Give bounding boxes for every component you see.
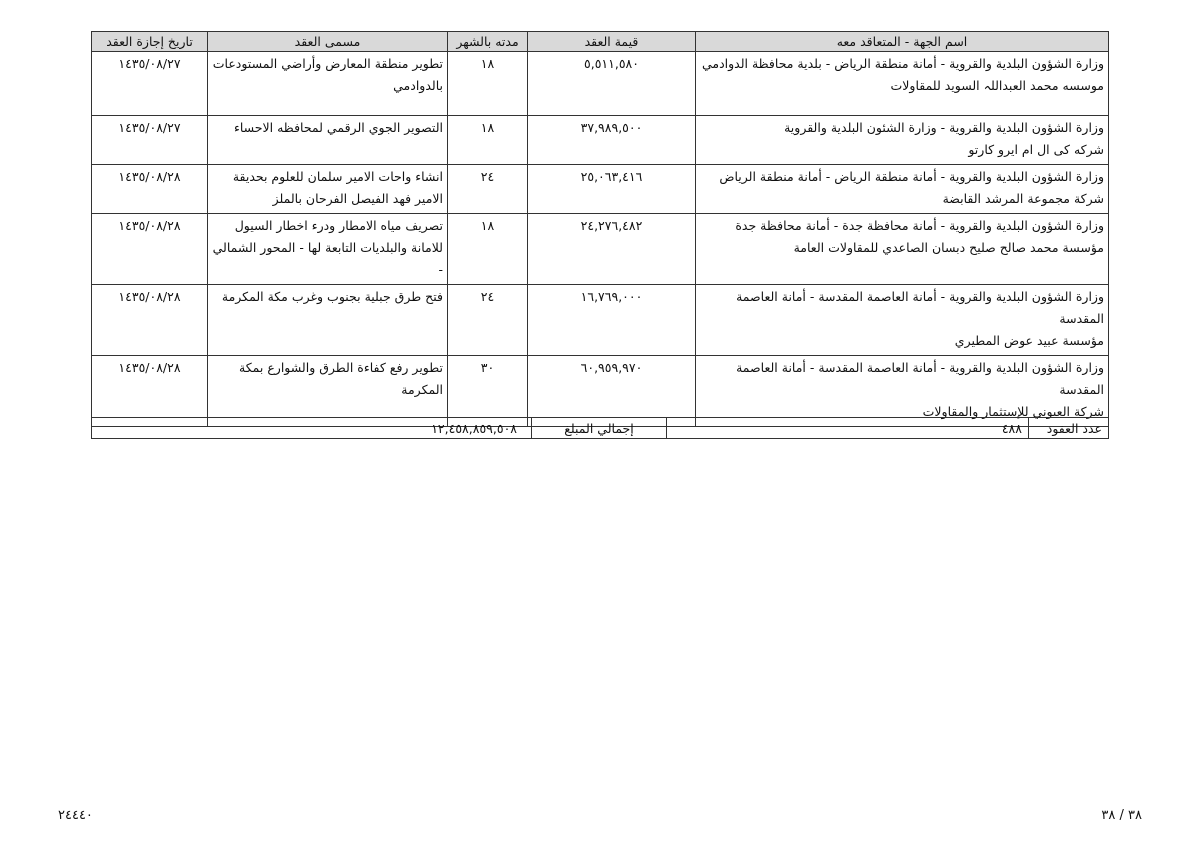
contract-value: ٦٠,٩٥٩,٩٧٠ <box>528 356 696 427</box>
contract-title: تصريف مياه الامطار ودرء اخطار السيول للامانة والبلديات التابعة لها - المحور الشمالي - <box>208 214 448 285</box>
party-entity: وزارة الشؤون البلدية والقروية - أمانة العاصمة المقدسة - أمانة العاصمة المقدسة <box>736 360 1104 397</box>
contract-duration: ١٨ <box>448 116 528 165</box>
table-row <box>92 52 1109 116</box>
header-title: مسمى العقد <box>208 32 448 52</box>
header-party: اسم الجهة - المتعاقد معه <box>696 32 1109 52</box>
party-contractor: مؤسسة عبيد عوض المطيري <box>954 333 1104 348</box>
contract-duration: ٣٠ <box>448 356 528 427</box>
contract-date: ١٤٣٥/٠٨/٢٨ <box>92 214 208 285</box>
party-cell <box>696 52 1109 116</box>
contract-value: ٥,٥١١,٥٨٠ <box>528 52 696 116</box>
party-entity: وزارة الشؤون البلدية والقروية - أمانة منطقة الرياض - أمانة منطقة الرياض <box>719 169 1104 184</box>
table-row <box>92 214 1109 285</box>
party-cell <box>696 116 1109 165</box>
contract-value: ١٦,٧٦٩,٠٠٠ <box>528 285 696 356</box>
party-cell <box>696 356 1109 427</box>
contract-value: ٣٧,٩٨٩,٥٠٠ <box>528 116 696 165</box>
table-row <box>92 116 1109 165</box>
contract-duration: ٢٤ <box>448 285 528 356</box>
header-duration: مدته بالشهر <box>448 32 528 52</box>
party-entity: وزارة الشؤون البلدية والقروية - أمانة العاصمة المقدسة - أمانة العاصمة المقدسة <box>736 289 1104 326</box>
contract-title: تطوير منطقة المعارض وأراضي المستودعات بالدوادمي <box>208 52 448 116</box>
contract-value: ٢٥,٠٦٣,٤١٦ <box>528 165 696 214</box>
party-contractor: موسسه محمد العبداللہ السويد للمقاولات <box>890 78 1104 93</box>
header-value: قيمة العقد <box>528 32 696 52</box>
contracts-sheet <box>91 31 1108 427</box>
contract-duration: ١٨ <box>448 214 528 285</box>
contract-count-value: ٤٨٨ <box>667 418 1029 439</box>
contract-duration: ٢٤ <box>448 165 528 214</box>
document-number: ٢٤٤٤٠ <box>58 808 93 823</box>
contract-date: ١٤٣٥/٠٨/٢٨ <box>92 285 208 356</box>
contracts-table <box>91 31 1109 427</box>
table-row <box>92 356 1109 427</box>
contract-date: ١٤٣٥/٠٨/٢٧ <box>92 52 208 116</box>
contract-title: انشاء واحات الامير سلمان للعلوم بحديقة الامير فهد الفيصل الفرحان بالملز <box>208 165 448 214</box>
party-entity: وزارة الشؤون البلدية والقروية - وزارة الشئون البلدية والقروية <box>784 120 1104 135</box>
contract-duration: ١٨ <box>448 52 528 116</box>
party-cell <box>696 214 1109 285</box>
contract-value: ٢٤,٢٧٦,٤٨٢ <box>528 214 696 285</box>
table-row <box>92 165 1109 214</box>
summary-row <box>92 418 1109 439</box>
party-cell <box>696 165 1109 214</box>
contract-title: تطوير رفع كفاءة الطرق والشوارع بمكة المكرمة <box>208 356 448 427</box>
page-number: ٣٨ / ٣٨ <box>1101 808 1142 823</box>
party-cell <box>696 285 1109 356</box>
summary-table <box>91 417 1109 439</box>
header-date: تاريخ إجازة العقد <box>92 32 208 52</box>
contract-title: فتح طرق جبلية بجنوب وغرب مكة المكرمة <box>208 285 448 356</box>
table-row <box>92 285 1109 356</box>
contract-count-label: عدد العقود <box>1029 418 1109 439</box>
contract-title: التصوير الجوي الرقمي لمحافظه الاحساء <box>208 116 448 165</box>
total-amount-value: ١٢,٤٥٨,٨٥٩,٥٠٨ <box>92 418 532 439</box>
party-contractor: مؤسسة محمد صالح صليح دبسان الصاعدي للمقاولات العامة <box>793 240 1104 255</box>
total-amount-label: إجمالي المبلغ <box>532 418 667 439</box>
contract-date: ١٤٣٥/٠٨/٢٧ <box>92 116 208 165</box>
contract-date: ١٤٣٥/٠٨/٢٨ <box>92 165 208 214</box>
party-contractor: شركه كى ال ام ايرو كارتو <box>968 142 1104 157</box>
contract-date: ١٤٣٥/٠٨/٢٨ <box>92 356 208 427</box>
party-contractor: شركة مجموعة المرشد القابضة <box>942 191 1104 206</box>
party-contractor: شركة العيوني للإستثمار والمقاولات <box>922 404 1104 419</box>
party-entity: وزارة الشؤون البلدية والقروية - أمانة منطقة الرياض - بلدية محافظة الدوادمي <box>701 56 1104 71</box>
table-header-row <box>92 32 1109 52</box>
party-entity: وزارة الشؤون البلدية والقروية - أمانة محافظة جدة - أمانة محافظة جدة <box>735 218 1104 233</box>
